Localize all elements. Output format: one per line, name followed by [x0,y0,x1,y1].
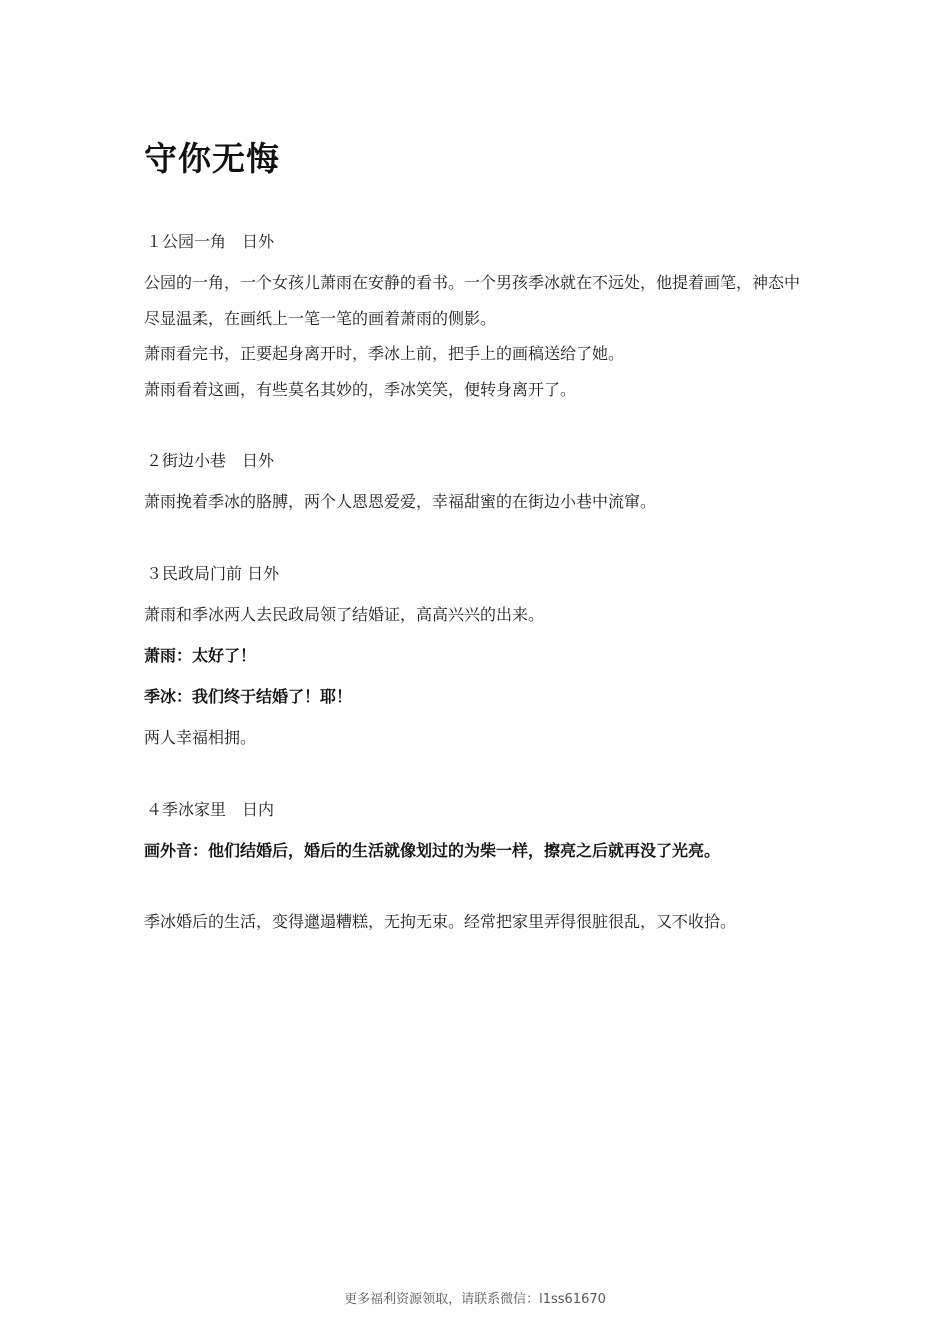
scene-heading: １公园一角 日外 [146,232,275,251]
paragraph-line: 尽显温柔，在画纸上一笔一笔的画着萧雨的侧影。 [144,309,497,328]
scene-heading: ２街边小巷 日外 [146,451,275,470]
dialogue-line: 季冰：我们终于结婚了！耶！ [144,687,353,706]
scene-heading: ４季冰家里 日内 [146,800,275,819]
voiceover-line: 画外音：他们结婚后，婚后的生活就像划过的为柴一样，擦亮之后就再没了光亮。 [144,841,721,860]
paragraph-line: 萧雨看完书，正要起身离开时，季冰上前，把手上的画稿送给了她。 [144,344,625,363]
scene-heading: ３民政局门前 日外 [146,564,280,583]
dialogue-line: 萧雨：太好了！ [144,646,257,665]
paragraph-line: 两人幸福相拥。 [144,728,257,747]
paragraph-line: 萧雨挽着季冰的胳膊，两个人恩恩爱爱，幸福甜蜜的在街边小巷中流窜。 [144,492,657,511]
paragraph-line: 公园的一角，一个女孩儿萧雨在安静的看书。一个男孩季冰就在不远处，他提着画笔，神态中 [144,273,801,292]
document-title: 守你无悔 [144,139,280,178]
paragraph-line: 萧雨看着这画，有些莫名其妙的，季冰笑笑，便转身离开了。 [144,380,577,399]
paragraph-line: 萧雨和季冰两人去民政局领了结婚证，高高兴兴的出来。 [144,605,545,624]
paragraph-line: 季冰婚后的生活，变得邋遢糟糕，无拘无束。经常把家里弄得很脏很乱，又不收拾。 [144,912,737,931]
page-footer: 更多福利资源领取，请联系微信：l1ss61670 [344,1292,606,1307]
